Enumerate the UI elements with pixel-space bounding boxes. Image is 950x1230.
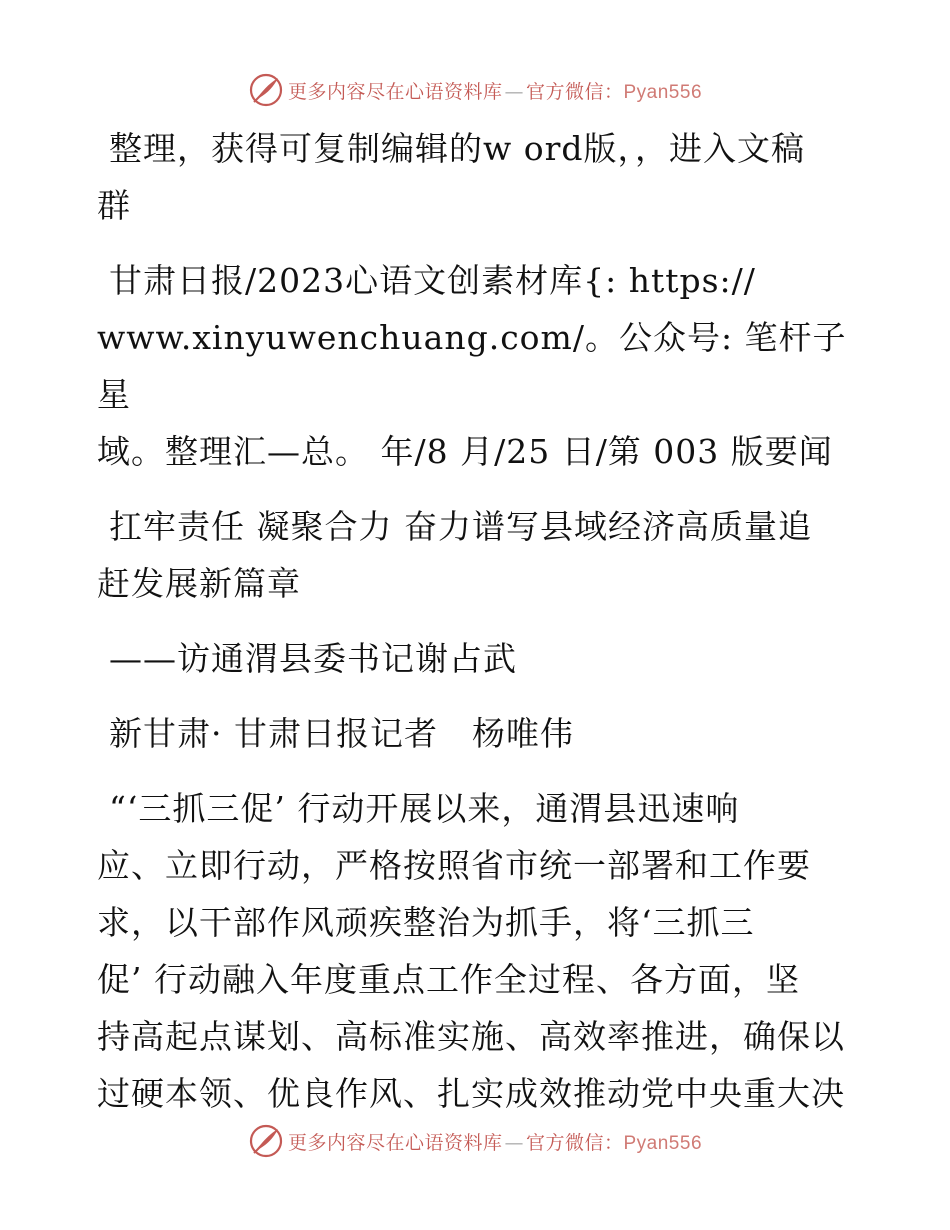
title-line-2: 赶发展新篇章 [97, 564, 301, 603]
body-line-3: 求，以干部作风顽疾整治为抓手，将‘三抓三 [97, 903, 755, 942]
watermark-separator: — [504, 1131, 524, 1154]
footer-watermark [0, 1121, 950, 1161]
watermark-wechat-id: Pyan556 [623, 81, 703, 103]
feather-pen-logo-icon [248, 72, 284, 108]
feather-pen-logo-icon [248, 1123, 284, 1159]
watermark-text [288, 1128, 702, 1155]
source-line-1: 甘肃日报/2023心语文创素材库{: https:// [109, 261, 756, 300]
watermark-wechat-label: 官方微信： [525, 1131, 624, 1154]
watermark-wechat-label: 官方微信： [525, 80, 624, 103]
article-subtitle: ——访通渭县委书记谢占武 [109, 639, 517, 678]
intro-line-1: 整理，获得可复制编辑的w ord版，，进入文稿 [109, 129, 806, 168]
body-line-2: 应、立即行动，严格按照省市统一部署和工作要 [97, 846, 811, 885]
watermark-text [288, 77, 702, 104]
article-body-paragraph [97, 780, 857, 1122]
intro-paragraph [97, 120, 857, 234]
article-title [97, 498, 857, 612]
body-line-4: 促’ 行动融入年度重点工作全过程、各方面，坚 [97, 960, 800, 999]
title-line-1: 扛牢责任 凝聚合力 奋力谱写县域经济高质量追 [109, 507, 812, 546]
source-line-3: 域。整理汇—总。 年/8 月/25 日/第 003 版要闻 [97, 432, 833, 471]
article-byline: 新甘肃· 甘肃日报记者 杨唯伟 [109, 714, 574, 753]
watermark-slogan: 更多内容尽在心语资料库 [287, 80, 503, 103]
body-line-1: “‘三抓三促’ 行动开展以来，通渭县迅速响 [109, 789, 740, 828]
body-line-6: 过硬本领、优良作风、扎实成效推动党中央重大决 [97, 1074, 845, 1113]
watermark-slogan: 更多内容尽在心语资料库 [287, 1131, 503, 1154]
intro-line-2: 群 [97, 186, 131, 225]
watermark-separator: — [504, 80, 524, 103]
document-body [97, 120, 857, 1140]
watermark-wechat-id: Pyan556 [623, 1132, 703, 1154]
body-line-5: 持高起点谋划、高标准实施、高效率推进，确保以 [97, 1017, 845, 1056]
source-line-2: www.xinyuwenchuang.com/。公众号: 笔杆子星 [97, 318, 847, 414]
source-paragraph [97, 252, 857, 480]
header-watermark [0, 70, 950, 110]
